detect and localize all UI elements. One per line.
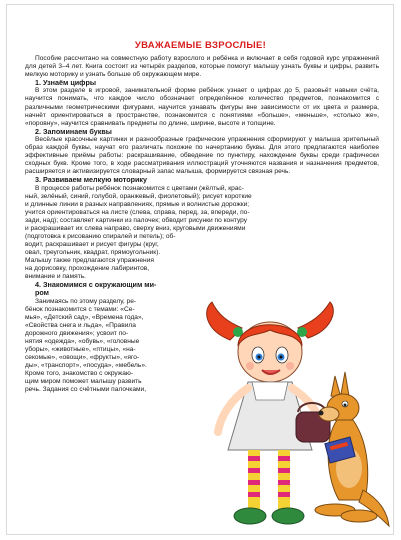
section-1-text: В этом разделе в игровой, занимательной форме ребёнок узнает о цифрах до 5, разовьёт навыки счёта, научится понимать, что каждое число обозначает определённое количество предметов, познакомится с различными геометрическими фигурами, научится узнавать фигуры вне зависимости от их цвета и размера, начнёт ориентироваться в пространстве, познакомится с понятиями «больше», «меньше», «столько же», «поровну», научится сравнивать предметы по длине, ширине, высоте и толщине. — [25, 87, 379, 127]
text-line: Малышу также предлагаются упражнения — [25, 256, 154, 264]
text-line: и длинные линии в разных направлениях, прямые и волнистые дорожки; — [25, 200, 250, 208]
text-line: Занимаясь по этому разделу, ре- — [35, 297, 137, 305]
section-3-heading: 3. Развиваем мелкую моторику — [35, 175, 147, 185]
section-4-text — [25, 298, 220, 395]
text-line: ды», «транспорт», «посуда», «мебель». — [25, 362, 147, 370]
text-line: секомые», «овощи», «фрукты», «яго- — [25, 353, 140, 361]
heading-line: ром — [35, 288, 50, 298]
section-2-heading: 2. Запоминаем буквы — [35, 126, 112, 136]
text-line: ный, зелёный, синий, голубой, оранжевый, фиолетовый); рисует короткие — [25, 192, 252, 200]
section-2-text: Весёлые красочные картинки и разнообразные графические упражнения сформируют у малыша зрительный образ каждой буквы, научат его различать похожие по начертанию буквы. Для этого предлагаются наиболее эффективные приёмы работы: раскрашивание, обведение по пунктиру, нахождение буквы среди графически сходных букв. Кроме того, в ходе рассматривания иллюстраций уточняются названия и назначения предметов, расширяется и активизируется словарный запас малыша, формируется связная речь. — [25, 135, 379, 176]
text-line: зади, над); составляет картинки из палочек; обводит рисунки по контуру — [25, 216, 248, 224]
text-line: мья», «Детский сад», «Времена года», — [25, 313, 144, 321]
text-line: учится ориентироваться на листе (слева, справа, перед, за, впереди, по- — [25, 208, 250, 216]
text-line: бёнок познакомится с темами: «Се- — [25, 305, 135, 313]
text-line: водит, раскрашивает и рисует фигуры (круг, — [25, 240, 159, 248]
intro-paragraph: Пособие рассчитано на совместную работу взрослого и ребёнка и включает в себя годовой курс упражнений для детей 3–4 лет. Книга состоит из четырёх разделов, которые помогут малышу узнать буквы и цифры, развить мелкую моторику и узнать больше об окружающем мире. — [25, 55, 379, 79]
text-line: речь. Задания со счётными палочками, — [25, 386, 147, 394]
text-line: внимание и память. — [25, 273, 86, 281]
text-line: овал, треугольник, квадрат, прямоугольник). — [25, 248, 161, 256]
section-3-text — [25, 185, 379, 282]
text-line: В процессе работы ребёнок познакомится с цветами (жёлтый, крас- — [35, 184, 244, 192]
text-line: «Свойства снега и льда», «Правила — [25, 321, 136, 329]
text-line: уборы», «животные», «птицы», «на- — [25, 345, 136, 353]
section-4-heading — [25, 281, 379, 298]
text-line: дорожного движения»; усвоит по- — [25, 329, 129, 337]
page-title: УВАЖАЕМЫЕ ВЗРОСЛЫЕ! — [134, 40, 267, 51]
text-line: (подготовка к рисованию спиралей и петель); об- — [25, 232, 176, 240]
text-line: Кроме того, знакомство с окружаю- — [25, 370, 134, 378]
kangaroo-illustration — [305, 370, 390, 530]
text-line: и раскрашивает их слева направо, сверху вниз, круговыми движениями — [25, 224, 246, 232]
text-line: на дорисовку, прохождение лабиринтов, — [25, 264, 150, 272]
heading-line: 4. Знакомимся с окружающим ми- — [35, 280, 157, 290]
text-line: щим миром поможет малышу развить — [25, 378, 142, 386]
section-1-heading: 1. Узнаём цифры — [35, 78, 96, 88]
text-line: нятия «одежда», «обувь», «головные — [25, 337, 140, 345]
